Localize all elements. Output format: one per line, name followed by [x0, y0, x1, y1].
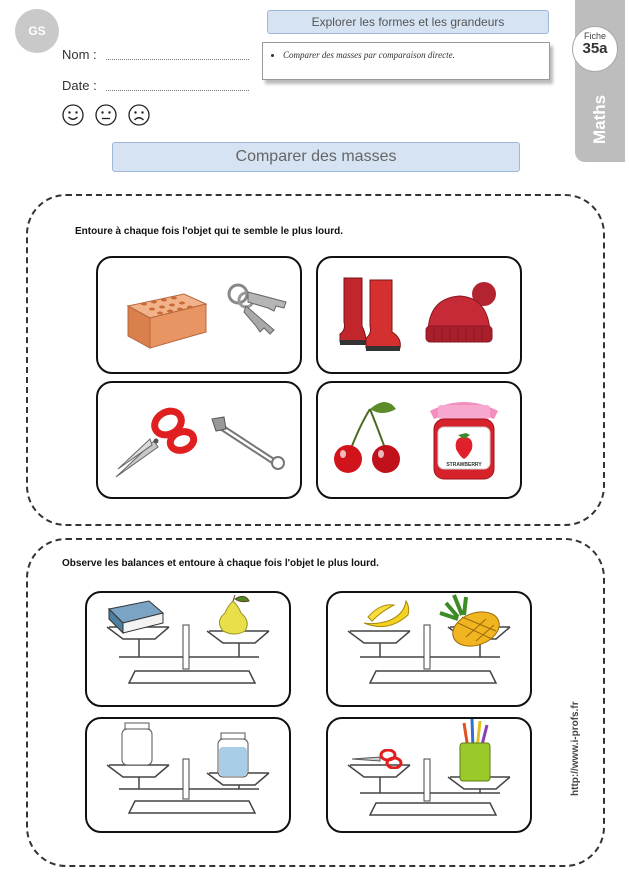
keys-icon[interactable] [224, 278, 294, 340]
exercise-2-instruction: Observe les balances et entoure à chaque fois l'objet le plus lourd. [62, 558, 379, 569]
balance-card-scissors-pencils [326, 717, 532, 833]
balance-card-banana-pineapple [326, 591, 532, 707]
fiche-badge [572, 26, 618, 72]
level-badge: GS [15, 9, 59, 53]
pair-card-brick-keys [96, 256, 302, 374]
objective-box [262, 42, 550, 80]
domain-heading: Explorer les formes et les grandeurs [267, 10, 549, 34]
name-field[interactable] [106, 58, 249, 60]
pear-icon[interactable] [211, 595, 255, 635]
pencil-pot-icon[interactable] [454, 719, 494, 785]
name-label: Nom : [62, 47, 97, 62]
sad-face-icon[interactable] [128, 104, 150, 126]
neutral-face-icon[interactable] [95, 104, 117, 126]
boots-icon[interactable] [336, 272, 406, 354]
jar-label: STRAWBERRY [446, 462, 482, 468]
banana-icon[interactable] [360, 597, 416, 633]
date-field[interactable] [106, 89, 249, 91]
website-url [560, 668, 590, 798]
svg-text:Maths: Maths [590, 94, 609, 144]
happy-face-icon[interactable] [62, 104, 84, 126]
cherries-icon[interactable] [330, 395, 410, 481]
safety-pin-icon[interactable] [210, 413, 290, 473]
svg-text:http://www.i-profs.fr: http://www.i-profs.fr [570, 701, 581, 796]
subject-label [578, 86, 618, 146]
balance-card-jars [85, 717, 291, 833]
exercise-1-instruction: Entoure à chaque fois l'objet qui te semble le plus lourd. [75, 226, 343, 237]
page-title: Comparer des masses [112, 142, 520, 172]
water-jar-icon[interactable] [215, 731, 251, 779]
jam-jar-icon[interactable] [424, 393, 504, 485]
scissors-icon[interactable] [110, 397, 202, 483]
fiche-number: 35a [582, 40, 608, 57]
empty-jar-icon[interactable] [119, 721, 155, 767]
pair-card-cherries-jam [316, 381, 522, 499]
date-label: Date : [62, 78, 97, 93]
pair-card-boots-hat [316, 256, 522, 374]
fiche-label: Fiche [583, 31, 606, 41]
pineapple-icon[interactable] [436, 593, 502, 649]
objective-text: • Comparer des masses par comparaison directe. [283, 50, 549, 60]
wool-hat-icon[interactable] [420, 278, 504, 350]
balance-card-book-pear [85, 591, 291, 707]
scissors-icon[interactable] [350, 749, 404, 769]
pair-card-scissors-pin [96, 381, 302, 499]
brick-icon[interactable] [124, 286, 210, 350]
book-icon[interactable] [105, 599, 167, 635]
